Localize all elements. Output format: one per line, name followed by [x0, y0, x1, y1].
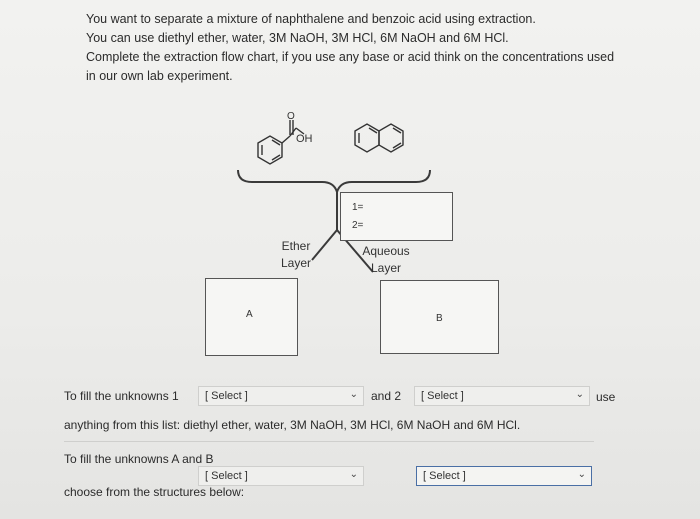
- aqueous-label-line2: Layer: [370, 261, 402, 275]
- unknown-2-select-value: [ Select ]: [421, 390, 464, 402]
- box-a: [205, 278, 298, 356]
- question-1-prefix: To fill the unknowns 1: [64, 389, 179, 403]
- aqueous-label-line1: Aqueous: [362, 244, 410, 258]
- ether-layer-label: [276, 238, 316, 272]
- oh-label: OH: [296, 133, 313, 145]
- question-1-mid: and 2: [371, 389, 402, 403]
- divider: [64, 441, 594, 442]
- question-2-prefix: To fill the unknowns A: [64, 452, 179, 466]
- question-2-row: [64, 452, 684, 482]
- aqueous-layer-label: [358, 243, 414, 277]
- reagent-box: [340, 192, 453, 241]
- unknown-a-select[interactable]: [198, 466, 364, 486]
- question-2-instructions: choose from the structures below:: [64, 485, 245, 499]
- chevron-down-icon: ⌄: [575, 389, 584, 400]
- chevron-down-icon: ⌄: [349, 469, 358, 480]
- box-b: [380, 280, 499, 354]
- unknown-1-select[interactable]: [198, 386, 364, 406]
- chevron-down-icon: ⌄: [349, 389, 358, 400]
- question-1-suffix: use: [596, 390, 616, 404]
- unknown-2-select[interactable]: [414, 386, 590, 406]
- unknown-1-select-value: [ Select ]: [205, 390, 248, 402]
- unknown-b-select[interactable]: [416, 466, 592, 486]
- box-b-label: B: [436, 313, 443, 324]
- reagent-1-label: 1=: [352, 202, 364, 213]
- unknown-b-select-value: [ Select ]: [423, 470, 466, 482]
- box-a-label: A: [246, 309, 253, 320]
- ether-label-line1: Ether: [281, 239, 311, 253]
- instructions-line-4: in our own lab experiment.: [86, 69, 233, 83]
- ether-label-line2: Layer: [280, 256, 312, 270]
- reagent-2-label: 2=: [352, 220, 364, 231]
- instructions-line-3: Complete the extraction flow chart, if you use any base or acid think on the concentrations used: [86, 50, 615, 64]
- instructions-line-1: You want to separate a mixture of naphthalene and benzoic acid using extraction.: [86, 12, 536, 26]
- naphthalene-structure: [355, 124, 403, 152]
- question-1-row: [64, 386, 684, 408]
- question-2-mid: and B: [182, 452, 214, 466]
- unknown-a-select-value: [ Select ]: [205, 470, 248, 482]
- carbonyl-o-label: O: [287, 111, 295, 122]
- question-1-reagent-list: anything from this list: diethyl ether, water, 3M NaOH, 3M HCl, 6M NaOH and 6M HCl.: [64, 418, 521, 432]
- chevron-down-icon: ⌄: [577, 469, 586, 480]
- instructions-line-2: You can use diethyl ether, water, 3M NaOH, 3M HCl, 6M NaOH and 6M HCl.: [86, 31, 509, 45]
